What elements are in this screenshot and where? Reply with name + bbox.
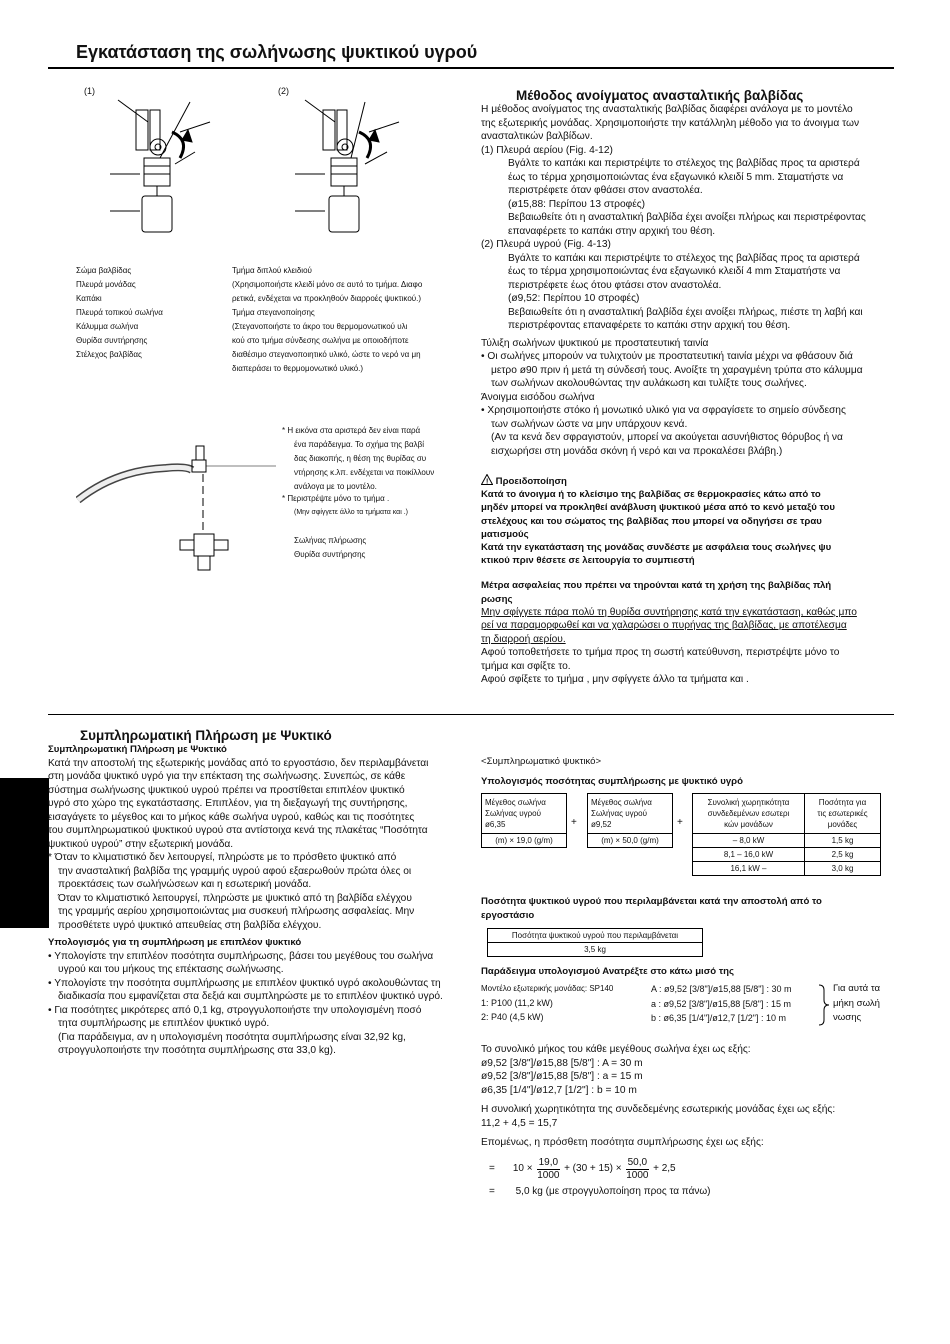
supplementary-label: <Συμπληρωματικό ψυκτικό> — [481, 756, 602, 767]
caution-line: ματισμούς — [481, 528, 529, 540]
page-title: Εγκατάσταση της σωλήνωσης ψυκτικού υγρού — [76, 42, 478, 62]
example-title: Παράδειγμα υπολογισμού Ανατρέξτε στο κάτω μισό της — [481, 966, 734, 977]
table-row: – 8,0 kW 1,5 kg — [693, 834, 881, 848]
pipe-line: A : ø9,52 [3/8"]/ø15,88 [5/8"] : 30 m — [651, 984, 792, 994]
liquid-side-title: (2) Πλευρά υγρού (Fig. 4-13) — [481, 239, 611, 250]
capacity-table — [692, 793, 881, 876]
quantity-header: Ποσότητα για τις εσωτερικές μονάδες — [805, 794, 881, 834]
calc-title: Υπολογισμός για τη συμπλήρωση με επιπλέον ψυκτικό — [48, 937, 302, 948]
totals-block — [481, 1043, 893, 1150]
brace-note: Για αυτά τα μήκη σωλή νωσης — [833, 983, 881, 1023]
unit-line: 1: P100 (11,2 kW) — [481, 998, 553, 1008]
formula-result: 5,0 kg (με στρογγυλοποίηση προς τα πάνω) — [515, 1186, 711, 1197]
table-row: 8,1 – 16,0 kW 2,5 kg — [693, 848, 881, 862]
formula-term: 10 × — [512, 1163, 533, 1174]
text-line: ø9,52 [3/8"]/ø15,88 [5/8"] : a = 15 m — [481, 1071, 643, 1082]
note-line: ένα παράδειγμα. Το σχήμα της βαλβί — [294, 440, 424, 449]
text-line: • Για ποσότητες μικρότερες από 0,1 kg, στρογγυλοποιήστε την υπολογισμένη ποσό — [48, 1004, 422, 1016]
note-line: ντήρησης κ.λπ. ενδέχεται να ποικίλλουν — [294, 468, 435, 477]
example-pipes — [651, 982, 823, 1026]
text-line: περιστρέφετε έως ότου φτάσει στον αναστολέα. — [508, 279, 722, 291]
note-line: δας διακοπής, η θέση της θυρίδας συ — [294, 454, 427, 463]
text-line: Βεβαιωθείτε ότι η ανασταλτική βαλβίδα έχει ανοίξει πλήρως, πιέστε τη λαβή και — [508, 306, 863, 318]
wrap-title: Τύλιξη σωλήνων ψυκτικού με προστατευτική ταινία — [481, 337, 709, 349]
title-rule — [48, 67, 894, 69]
text-line: επαναφέρετε το καπάκι στην αρχική του θέση. — [508, 225, 716, 237]
legend-line: (Στεγανοποιήστε το άκρο του θερμομονωτικού υλι — [232, 322, 408, 331]
legend-line: διαθέσιμο στεγανοποιητικό υλικό, ώστε το νερό να μη — [232, 350, 421, 359]
legend-line: (Χρησιμοποιήστε κλειδί μόνο σε αυτό το τμήμα. Διαφο — [232, 280, 423, 289]
calc-table-title: Υπολογισμός ποσότητας συμπλήρωσης με ψυκτικό υγρό — [481, 776, 743, 787]
formula-equals: = — [489, 1186, 495, 1197]
legend-line: διαπεράσει το θερμομονωτικό υλικό.) — [232, 364, 364, 373]
brace-icon — [817, 984, 831, 1026]
text-line: προσθέτετε υγρό ψυκτικό απευθείας στη βαλβίδα ελέγχου. — [58, 919, 322, 931]
legend-line: Τμήμα στεγανοποίησης — [232, 308, 315, 317]
valve-figure-2 — [295, 92, 435, 242]
fraction-2: $\frac{50,0}{1000}$ — [626, 1156, 649, 1181]
caution-block — [481, 474, 893, 687]
fraction-1: $\frac{19,0}{1000}$ — [537, 1156, 560, 1181]
text-line: στρογγυλοποιήστε την ποσότητα συμπλήρωσης στα 33,0 kg). — [58, 1045, 336, 1056]
legend-right — [232, 264, 462, 376]
text-line: Όταν το κλιματιστικό λειτουργεί, πληρώστε με ψυκτικό από τη βαλβίδα ελέγχου — [58, 892, 412, 904]
svg-text:!: ! — [486, 478, 489, 485]
figure-note — [282, 424, 462, 494]
text-line: Η μέθοδος ανοίγματος της ανασταλτικής βαλβίδας διαφέρει ανάλογα με το μοντέλο — [481, 104, 853, 115]
text-line: υγρό στο χώρο της εγκατάστασης. Επιπλέον, για τη διεξαγωγή της συντήρησης, — [48, 798, 408, 809]
caution-title: Προειδοποίηση — [495, 476, 567, 487]
fig2-label: (2) — [278, 86, 289, 96]
text-line: στη μονάδα ψυκτικό υγρό για την επέκταση της σωλήνωσης. Συνεπώς, σε κάθε — [48, 771, 406, 782]
text-line: Η συνολική χωρητικότητα της συνδεδεμένης εσωτερικής μονάδας έχει ως εξής: — [481, 1104, 836, 1115]
text-line: ανασταλτικών βαλβίδων. — [481, 131, 593, 142]
legend-line: κού στο τμήμα σύνδεσης σωλήνα με οποιοδήποτε — [232, 336, 409, 345]
text-line: έως το τέρμα χρησιμοποιώντας ένα εξαγωνικό κλειδί 5 mm. Σταματήστε να — [508, 171, 844, 183]
charge-subheading: Συμπληρωματική Πλήρωση με Ψυκτικό — [48, 744, 227, 755]
text-line: της εξωτερικής μονάδας. Χρησιμοποιήστε την κατάλληλη μέθοδο για το άνοιγμα των — [481, 117, 860, 129]
text-line: περιστρέφοντας επαναφέρετε το καπάκι στην αρχική του θέση. — [508, 320, 791, 331]
inlet-title: Άνοιγμα εισόδου σωλήνα — [481, 391, 595, 403]
legend-line: ρετικά, ενδέχεται να προκληθούν διαρροές ψυκτικού.) — [232, 294, 422, 303]
factory-title: Ποσότητα ψυκτικού υγρού που περιλαμβάνεται κατά την αποστολή από το εργοστάσιο — [481, 896, 822, 921]
text-line: * Όταν το κλιματιστικό δεν λειτουργεί, πληρώστε με το πρόσθετο ψυκτικό από — [48, 852, 397, 863]
note-line: * Η εικόνα στα αριστερά δεν είναι παρά — [282, 426, 421, 435]
legend-item: Σώμα βαλβίδας — [76, 266, 132, 275]
legend-line: Τμήμα διπλού κλειδιού — [232, 266, 312, 275]
text-line: σύστημα σωλήνωσης ψυκτικού υγρού πρέπει να προστίθεται επιπλέον ψυκτικό — [48, 784, 405, 796]
side-tab-marker — [0, 778, 49, 928]
note-line: * Περιστρέψτε μόνο το τμήμα . — [282, 494, 390, 503]
legend-item: Κάλυμμα σωλήνα — [76, 322, 139, 331]
text-line: του συμπληρωματικού ψυκτικού υγρού στα αντίστοιχα κενά της πλακέτας “Ποσότητα — [48, 825, 428, 836]
note-line: ανάλογα με το μοντέλο. — [294, 482, 377, 491]
formula-term: + 2,5 — [653, 1163, 676, 1174]
text-line: Κατά την αποστολή της εξωτερικής μονάδας από το εργοστάσιο, δεν περιλαμβάνεται — [48, 757, 429, 769]
text-line: ø9,52 [3/8"]/ø15,88 [5/8"] : A = 30 m — [481, 1057, 643, 1069]
charge-body — [48, 743, 458, 1058]
formula-result-row — [489, 1186, 711, 1197]
text-line: των σωλήνων ώστε να μην υπάρχουν κενά. — [491, 418, 688, 430]
safety-step: τμήμα και σφίξτε το. — [481, 660, 571, 672]
text-line: (Για παράδειγμα, αν η υπολογισμένη ποσότητα συμπλήρωσης είναι 32,92 kg, — [58, 1031, 406, 1043]
text-line: • Υπολογίστε την επιπλέον ποσότητα συμπλήρωσης, βάσει του μεγέθους του σωλήνα — [48, 950, 434, 962]
safety-warning: ρεί να παραμορφωθεί και να χαλαρώσει ο πυρήνας της βαλβίδας, με αποτέλεσμα — [481, 620, 847, 632]
pipe-line: a : ø9,52 [3/8"]/ø15,88 [5/8"] : 15 m — [651, 998, 791, 1009]
text-line: Βγάλτε το καπάκι και περιστρέψτε το στέλεχος της βαλβίδας προς τα αριστερά — [508, 252, 860, 264]
text-line: 11,2 + 4,5 = 15,7 — [481, 1117, 558, 1129]
text-line: (ø15,88: Περίπου 13 στροφές) — [508, 198, 646, 210]
text-line: έως το τέρμα χρησιμοποιώντας ένα εξαγωνικό κλειδί 4 mm Σταματήστε να — [508, 266, 841, 277]
safety-title: ρωσης — [481, 593, 513, 605]
valve-heading: Μέθοδος ανοίγματος ανασταλτικής βαλβίδας — [516, 88, 804, 103]
text-line: ø6,35 [1/4"]/ø12,7 [1/2"] : b = 10 m — [481, 1084, 637, 1096]
caution-title-row — [481, 474, 893, 488]
caution-line: κτικού πριν θέσετε σε λειτουργία το συμπιεστή — [481, 555, 695, 567]
plus-sign: + — [677, 817, 683, 828]
example-units — [481, 982, 641, 1024]
text-line: • Οι σωλήνες μπορούν να τυλιχτούν με προστατευτική ταινία μέχρι να φθάσουν διά — [481, 351, 853, 362]
gas-side-title: (1) Πλευρά αερίου (Fig. 4-12) — [481, 144, 613, 156]
rotate-note — [282, 492, 462, 520]
model-line: Μοντέλο εξωτερικής μονάδας: SP140 — [481, 984, 614, 993]
pipe-9-52-header: Μέγεθος σωλήνα Σωλήνας υγρού ø9,52 — [588, 794, 673, 834]
unit-line: 2: P40 (4,5 kW) — [481, 1012, 544, 1022]
service-port-label: Θυρίδα συντήρησης — [294, 550, 366, 559]
pipe-9-52-value: (m) × 50,0 (g/m) — [588, 834, 673, 848]
text-line: Βγάλτε το καπάκι και περιστρέψτε το στέλεχος της βαλβίδας προς τα αριστερά — [508, 158, 860, 169]
plus-sign: + — [571, 817, 577, 828]
pipe-9-52-table — [587, 793, 673, 848]
text-line: την ανασταλτική βαλβίδα της γραμμής υγρού αφού εξαερωθούν πρώτα όλες οι — [58, 865, 412, 877]
factory-header: Ποσότητα ψυκτικού υγρού που περιλαμβάνεται — [488, 929, 703, 943]
capacity-header: Συνολική χωρητικότητα συνδεδεμένων εσωτερι κών μονάδων — [693, 794, 805, 834]
pipe-6-35-header: Μέγεθος σωλήνα Σωλήνας υγρού ø6,35 — [482, 794, 567, 834]
formula — [489, 1156, 676, 1182]
text-line: Το συνολικό μήκος του κάθε μεγέθους σωλήνα έχει ως εξής: — [481, 1044, 751, 1055]
caution-line: στελέχους και του σώματος της βαλβίδας που μπορεί να οδηγήσει σε τραυ — [481, 515, 822, 527]
charge-labels — [294, 534, 454, 562]
text-line: της γραμμής αερίου χρησιμοποιώντας μια συσκευή πλήρωσης ασφαλείας. Μην — [58, 906, 415, 917]
factory-value: 3,5 kg — [488, 943, 703, 957]
legend-left — [76, 264, 226, 362]
text-line: περιστρέφετε όταν φθάσει στον αναστολέα. — [508, 185, 703, 196]
fig1-label: (1) — [84, 86, 95, 96]
safety-warning: τη διαρροή αερίου. — [481, 633, 566, 645]
factory-table — [487, 928, 703, 957]
text-line: προεκτάσεις των σωλήνώσεων και η εσωτερική μονάδα. — [58, 879, 312, 890]
pipe-line: b : ø6,35 [1/4"]/ø12,7 [1/2"] : 10 m — [651, 1013, 786, 1023]
safety-step: Αφού τοποθετήσετε το τμήμα προς τη σωστή κατεύθυνση, περιστρέψτε μόνο το — [481, 647, 840, 659]
formula-equals: = — [489, 1163, 495, 1174]
legend-item: Πλευρά μονάδας — [76, 280, 136, 289]
legend-item: Θυρίδα συντήρησης — [76, 336, 148, 345]
text-line: υγρού και του μήκους της επέκτασης σωλήνωσης. — [58, 964, 284, 975]
valve-body — [481, 103, 893, 458]
formula-term: + (30 + 15) × — [564, 1163, 622, 1174]
safety-title: Μέτρα ασφαλείας που πρέπει να τηρούνται κατά τη χρήση της βαλβίδας πλή — [481, 580, 832, 592]
text-line: των σωλήνων ακολουθώντας την αυλάκωση και τυλίξτε τους σωλήνες. — [491, 378, 807, 389]
text-line: (ø9,52: Περίπου 10 στροφές) — [508, 293, 640, 304]
section-divider — [48, 714, 894, 715]
caution-line: Κατά την εγκατάσταση της μονάδας συνδέστε με ασφάλεια τους σωλήνες ψυ — [481, 542, 832, 554]
text-line: μετρο ø90 πριν ή μετά τη σύνδεσή τους. Ανοίξτε τη χαραγμένη τρύπα στο κάλυμμα — [491, 364, 863, 376]
safety-warning: Μην σφίγγετε πάρα πολύ τη θυρίδα συντήρησης κατά την εγκατάσταση, καθώς μπο — [481, 606, 857, 618]
text-line: τητα συμπλήρωσης με επιπλέον ψυκτικό υγρό. — [58, 1018, 270, 1029]
text-line: ψυκτικού υγρού” στην εξωτερική μονάδα. — [48, 838, 234, 850]
charge-hose-label: Σωλήνας πλήρωσης — [294, 536, 367, 545]
text-line: Βεβαιωθείτε ότι η ανασταλτική βαλβίδα έχει ανοίξει πλήρως και περιστρέφοντας — [508, 212, 866, 223]
legend-item: Πλευρά τοπικού σωλήνα — [76, 308, 163, 317]
valve-figure-1 — [100, 92, 240, 242]
legend-item: Καπάκι — [76, 294, 102, 303]
text-line: διαδικασία που εμφανίζεται στα δεξιά και συμπληρώστε με το επιπλέον ψυκτικό υγρό. — [58, 991, 443, 1002]
note-line: (Μην σφίγγετε άλλο τα τμήματα και .) — [294, 509, 408, 516]
warning-icon — [481, 474, 493, 485]
pipe-6-35-value: (m) × 19,0 (g/m) — [482, 834, 567, 848]
text-line: Επομένως, η πρόσθετη ποσότητα συμπλήρωσης έχει ως εξής: — [481, 1137, 764, 1148]
text-line: εισαγάγετε το μέγεθος και το μήκος κάθε σωλήνα υγρού, καθώς και τις ποσότητες — [48, 811, 415, 823]
table-row: 16,1 kW – 3,0 kg — [693, 862, 881, 876]
text-line: (Αν τα κενά δεν σφραγιστούν, μπορεί να ακούγεται ασυνήθιστος θόρυβος ή να — [491, 432, 843, 443]
caution-line: μηδέν μπορεί να προκληθεί ανάβλυση ψυκτικού μέσα από το κενό μεταξύ του — [481, 502, 835, 514]
text-line: • Χρησιμοποιήστε στόκο ή μονωτικό υλικό για να σφραγίσετε το σημείο σύνδεσης — [481, 405, 846, 416]
charge-hose-figure — [76, 430, 276, 580]
text-line: • Υπολογίστε την ποσότητα συμπλήρωσης με επιπλέον ψυκτικό υγρό ακολουθώντας τη — [48, 977, 441, 989]
legend-item: Στέλεχος βαλβίδας — [76, 350, 142, 359]
caution-line: Κατά το άνοιγμα ή το κλείσιμο της βαλβίδας σε θερμοκρασίες κάτω από το — [481, 489, 821, 501]
pipe-6-35-table — [481, 793, 567, 848]
safety-step: Αφού σφίξετε το τμήμα , μην σφίγγετε άλλο τα τμήματα και . — [481, 674, 749, 686]
charge-heading: Συμπληρωματική Πλήρωση με Ψυκτικό — [80, 728, 332, 743]
text-line: εισχωρήσει στη μονάδα σκόνη ή νερό και να προκαλέσει βλάβη.) — [491, 445, 783, 457]
